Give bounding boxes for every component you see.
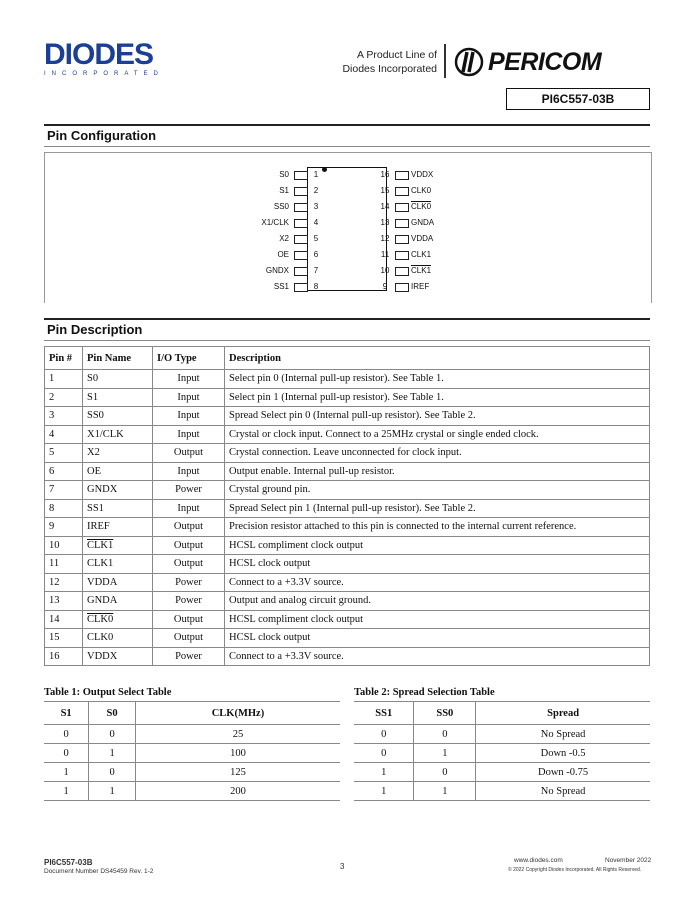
table-cell: Output xyxy=(153,518,225,537)
table-row xyxy=(45,573,650,592)
table-cell: 0 xyxy=(414,763,476,782)
table-cell: Power xyxy=(153,481,225,500)
table-row xyxy=(354,725,650,744)
pericom-logo xyxy=(454,44,650,80)
table-cell: S0 xyxy=(83,370,153,389)
table-cell: CLK0 xyxy=(83,610,153,629)
table-cell: CLK0 xyxy=(83,629,153,648)
table-cell: Connect to a +3.3V source. xyxy=(225,573,650,592)
pin-config-title: Pin Configuration xyxy=(47,128,157,143)
diodes-logo xyxy=(44,40,184,80)
table-cell: 0 xyxy=(89,725,136,744)
section-rule xyxy=(44,318,650,320)
table-cell: 8 xyxy=(45,499,83,518)
table-row xyxy=(45,592,650,611)
table-cell: Down -0.5 xyxy=(476,744,650,763)
pin-config-box: S0 1 S1 2 SS0 3 X1/CLK 4 X2 5 OE 6 GNDX 7 SS1 8 16 VDDX 15 CLK0 14 CLK0 13 GNDA 12 VDDA 11 CLK1 10 CLK1 9 IREF xyxy=(44,152,652,303)
table-cell: 0 xyxy=(354,725,414,744)
table-cell: 9 xyxy=(45,518,83,537)
pin-description-table xyxy=(44,346,650,666)
product-line-text xyxy=(342,48,437,76)
table-cell: 16 xyxy=(45,647,83,666)
table-cell: 0 xyxy=(354,744,414,763)
table-cell: Power xyxy=(153,647,225,666)
table-cell: Output and analog circuit ground. xyxy=(225,592,650,611)
table-cell: 0 xyxy=(414,725,476,744)
section-rule xyxy=(44,124,650,126)
pericom-brand: PERICOM xyxy=(488,47,602,76)
table-cell: Crystal connection. Leave unconnected for clock input. xyxy=(225,444,650,463)
table-cell: VDDA xyxy=(83,573,153,592)
table-cell: 1 xyxy=(89,782,136,801)
footer-url[interactable]: www.diodes.com xyxy=(514,857,563,864)
table-cell: 10 xyxy=(45,536,83,555)
table-cell: 1 xyxy=(44,782,89,801)
product-line-2: Diodes Incorporated xyxy=(342,63,437,75)
table-cell: 1 xyxy=(44,763,89,782)
table-cell: Down -0.75 xyxy=(476,763,650,782)
table-cell: 1 xyxy=(45,370,83,389)
table-header-row: Pin # Pin Name I/O Type Description xyxy=(45,347,650,370)
table-cell: CLK1 xyxy=(83,555,153,574)
table-cell: Select pin 0 (Internal pull-up resistor). See Table 1. xyxy=(225,370,650,389)
table1-title: Table 1: Output Select Table xyxy=(44,687,172,698)
table-row xyxy=(354,763,650,782)
pin-desc-title: Pin Description xyxy=(47,322,143,337)
section-rule xyxy=(44,340,650,341)
table-cell: 2 xyxy=(45,388,83,407)
table-row xyxy=(45,536,650,555)
table-cell: 14 xyxy=(45,610,83,629)
header-divider xyxy=(444,44,446,78)
table-cell: GNDX xyxy=(83,481,153,500)
table-row xyxy=(44,782,340,801)
table-cell: CLK1 xyxy=(83,536,153,555)
product-line-1: A Product Line of xyxy=(357,49,437,61)
table-cell: HCSL compliment clock output xyxy=(225,610,650,629)
table-cell: 7 xyxy=(45,481,83,500)
table-cell: Input xyxy=(153,462,225,481)
table-row xyxy=(45,388,650,407)
diodes-brand: DIODES xyxy=(44,38,154,71)
table-cell: OE xyxy=(83,462,153,481)
table-cell: Crystal or clock input. Connect to a 25MHz crystal or single ended clock. xyxy=(225,425,650,444)
table-row xyxy=(45,518,650,537)
table-header-row: S1 S0 CLK(MHz) xyxy=(44,702,340,725)
table-row xyxy=(45,425,650,444)
table-cell: Crystal ground pin. xyxy=(225,481,650,500)
table-cell: Spread Select pin 1 (Internal pull-up resistor). See Table 2. xyxy=(225,499,650,518)
table-row xyxy=(44,725,340,744)
table-cell: 15 xyxy=(45,629,83,648)
footer-date: November 2022 xyxy=(605,857,652,864)
table-cell: 1 xyxy=(354,763,414,782)
table-cell: Select pin 1 (Internal pull-up resistor). See Table 1. xyxy=(225,388,650,407)
table-cell: X2 xyxy=(83,444,153,463)
table-cell: Precision resistor attached to this pin is connected to the internal current reference. xyxy=(225,518,650,537)
table-cell: 4 xyxy=(45,425,83,444)
table-cell: Power xyxy=(153,573,225,592)
table-cell: Output xyxy=(153,610,225,629)
table-cell: 13 xyxy=(45,592,83,611)
table-cell: SS0 xyxy=(83,407,153,426)
table-cell: Output xyxy=(153,555,225,574)
table-cell: Input xyxy=(153,370,225,389)
footer-copyright: © 2022 Copyright Diodes Incorporated. All Rights Reserved. xyxy=(508,867,642,873)
table-cell: 1 xyxy=(354,782,414,801)
table-cell: No Spread xyxy=(476,725,650,744)
table-cell: Spread Select pin 0 (Internal pull-up resistor). See Table 2. xyxy=(225,407,650,426)
table-header-row: SS1 SS0 Spread xyxy=(354,702,650,725)
pericom-mark-icon xyxy=(454,46,484,78)
table-cell: HCSL clock output xyxy=(225,629,650,648)
table-cell: 1 xyxy=(414,744,476,763)
table-cell: Input xyxy=(153,499,225,518)
table-cell: Power xyxy=(153,592,225,611)
table-cell: 0 xyxy=(44,744,89,763)
table-cell: SS1 xyxy=(83,499,153,518)
table-cell: Input xyxy=(153,425,225,444)
table-row xyxy=(45,462,650,481)
table-cell: HCSL clock output xyxy=(225,555,650,574)
table-cell: Input xyxy=(153,388,225,407)
table-cell: Output xyxy=(153,444,225,463)
table-row xyxy=(45,555,650,574)
table-cell: HCSL compliment clock output xyxy=(225,536,650,555)
table2-title: Table 2: Spread Selection Table xyxy=(354,687,495,698)
table-cell: 1 xyxy=(414,782,476,801)
footer-part: PI6C557-03B xyxy=(44,858,93,867)
table-cell: IREF xyxy=(83,518,153,537)
table-row xyxy=(45,407,650,426)
table-cell: GNDA xyxy=(83,592,153,611)
table-cell: 25 xyxy=(135,725,340,744)
table-row xyxy=(45,610,650,629)
table-row xyxy=(354,782,650,801)
table-cell: 1 xyxy=(89,744,136,763)
table-row xyxy=(45,370,650,389)
table-row xyxy=(45,499,650,518)
spread-selection-table xyxy=(354,701,650,801)
table-row xyxy=(45,647,650,666)
table-row xyxy=(44,744,340,763)
table-cell: 100 xyxy=(135,744,340,763)
footer-doc-number: Document Number DS45459 Rev. 1-2 xyxy=(44,868,154,875)
table-cell: No Spread xyxy=(476,782,650,801)
table-row xyxy=(45,481,650,500)
table-cell: X1/CLK xyxy=(83,425,153,444)
output-select-table xyxy=(44,701,340,801)
table-cell: 3 xyxy=(45,407,83,426)
footer-page-number: 3 xyxy=(340,862,345,871)
table-row xyxy=(44,763,340,782)
table-cell: 5 xyxy=(45,444,83,463)
table-cell: Output xyxy=(153,536,225,555)
table-cell: 200 xyxy=(135,782,340,801)
table-cell: Output xyxy=(153,629,225,648)
table-cell: 12 xyxy=(45,573,83,592)
diodes-brand-sub: INCORPORATED xyxy=(44,71,164,77)
table-cell: S1 xyxy=(83,388,153,407)
table-row xyxy=(354,744,650,763)
section-rule xyxy=(44,146,650,147)
table-cell: Output enable. Internal pull-up resistor. xyxy=(225,462,650,481)
table-cell: 0 xyxy=(89,763,136,782)
table-cell: 125 xyxy=(135,763,340,782)
part-number-box: PI6C557-03B xyxy=(506,88,650,110)
table-row xyxy=(45,629,650,648)
table-cell: VDDX xyxy=(83,647,153,666)
table-cell: 6 xyxy=(45,462,83,481)
pin1-dot xyxy=(322,167,327,172)
table-cell: Input xyxy=(153,407,225,426)
table-cell: Connect to a +3.3V source. xyxy=(225,647,650,666)
table-row xyxy=(45,444,650,463)
table-cell: 11 xyxy=(45,555,83,574)
table-cell: 0 xyxy=(44,725,89,744)
